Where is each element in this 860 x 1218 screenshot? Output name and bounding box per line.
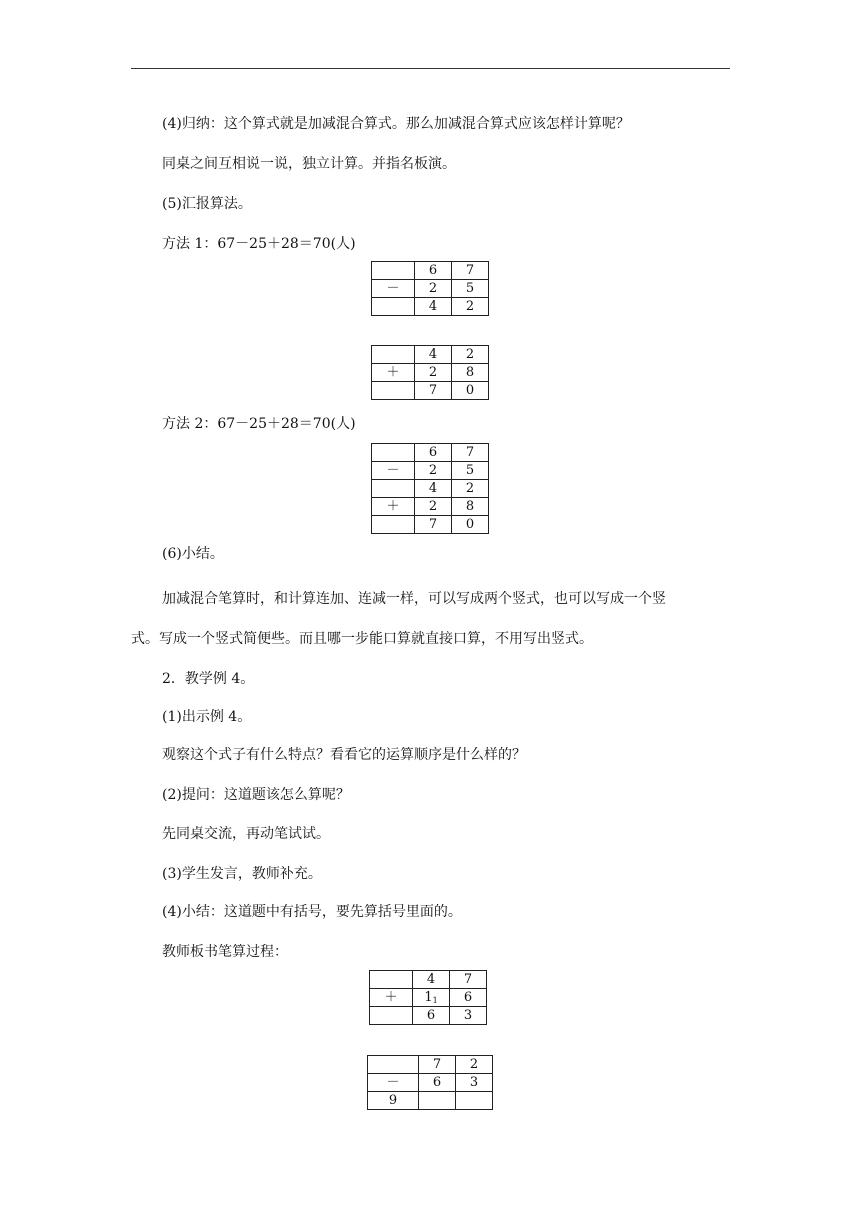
paragraph-subtotal: (6)小结。 (162, 546, 224, 562)
paragraph-peer-discussion: 同桌之间互相说一说，独立计算。并指名板演。 (162, 156, 456, 172)
table-row: 6 7 (372, 262, 489, 280)
table-row: 4 2 (372, 346, 489, 364)
paragraph-example-4: 2．教学例 4。 (162, 671, 255, 687)
paragraph-ask-question: (2)提问：这道题该怎么算呢？ (162, 787, 350, 803)
table-row: 4 2 (372, 298, 489, 316)
paragraph-board-process: 教师板书笔算过程： (162, 944, 288, 960)
header-rule (131, 68, 730, 69)
table-row: － 6 3 (368, 1074, 493, 1092)
paragraph-student-speak: (3)学生发言，教师补充。 (162, 866, 322, 882)
table-row: 6 7 (372, 444, 489, 462)
calc-table-bracket-addition (369, 970, 487, 1025)
table-row: 4 2 (372, 480, 489, 498)
paragraph-report-method: (5)汇报算法。 (162, 196, 252, 212)
paragraph-show-example: (1)出示例 4。 (162, 709, 252, 725)
table-row: ＋ 2 8 (372, 498, 489, 516)
paragraph-observe: 观察这个式子有什么特点？看看它的运算顺序是什么样的？ (162, 747, 526, 763)
carry-digit: 1 (432, 996, 438, 1005)
calc-table-method1-addition (371, 345, 489, 400)
paragraph-conclusion-line1: 加减混合笔算时，和计算连加、连减一样，可以写成两个竖式，也可以写成一个竖 (162, 591, 666, 607)
calc-table-subtraction-result (367, 1055, 493, 1110)
table-row: － 2 5 (372, 462, 489, 480)
table-row: － 2 5 (372, 280, 489, 298)
table-row: 7 2 (368, 1056, 493, 1074)
paragraph-method-1: 方法 1：67－25＋28＝70(人) (162, 236, 356, 252)
calc-table-method1-subtraction (371, 261, 489, 316)
paragraph-bracket-summary: (4)小结：这道题中有括号，要先算括号里面的。 (162, 904, 462, 920)
paragraph-conclusion-line2: 式。写成一个竖式简便些。而且哪一步能口算就直接口算，不用写出竖式。 (131, 631, 593, 647)
table-row: 9 (368, 1092, 493, 1110)
paragraph-summary-question: (4)归纳：这个算式就是加减混合算式。那么加减混合算式应该怎样计算呢？ (162, 116, 630, 132)
table-row: ＋ 2 8 (372, 364, 489, 382)
table-row: ＋ $1_1$ 6 (370, 989, 487, 1007)
table-row: 4 7 (370, 971, 487, 989)
table-row: 7 0 (372, 516, 489, 534)
calc-table-method2-combined (371, 443, 489, 534)
table-row: 7 0 (372, 382, 489, 400)
paragraph-exchange: 先同桌交流，再动笔试试。 (162, 826, 330, 842)
paragraph-method-2: 方法 2：67－25＋28＝70(人) (162, 416, 356, 432)
table-row: 6 3 (370, 1007, 487, 1025)
